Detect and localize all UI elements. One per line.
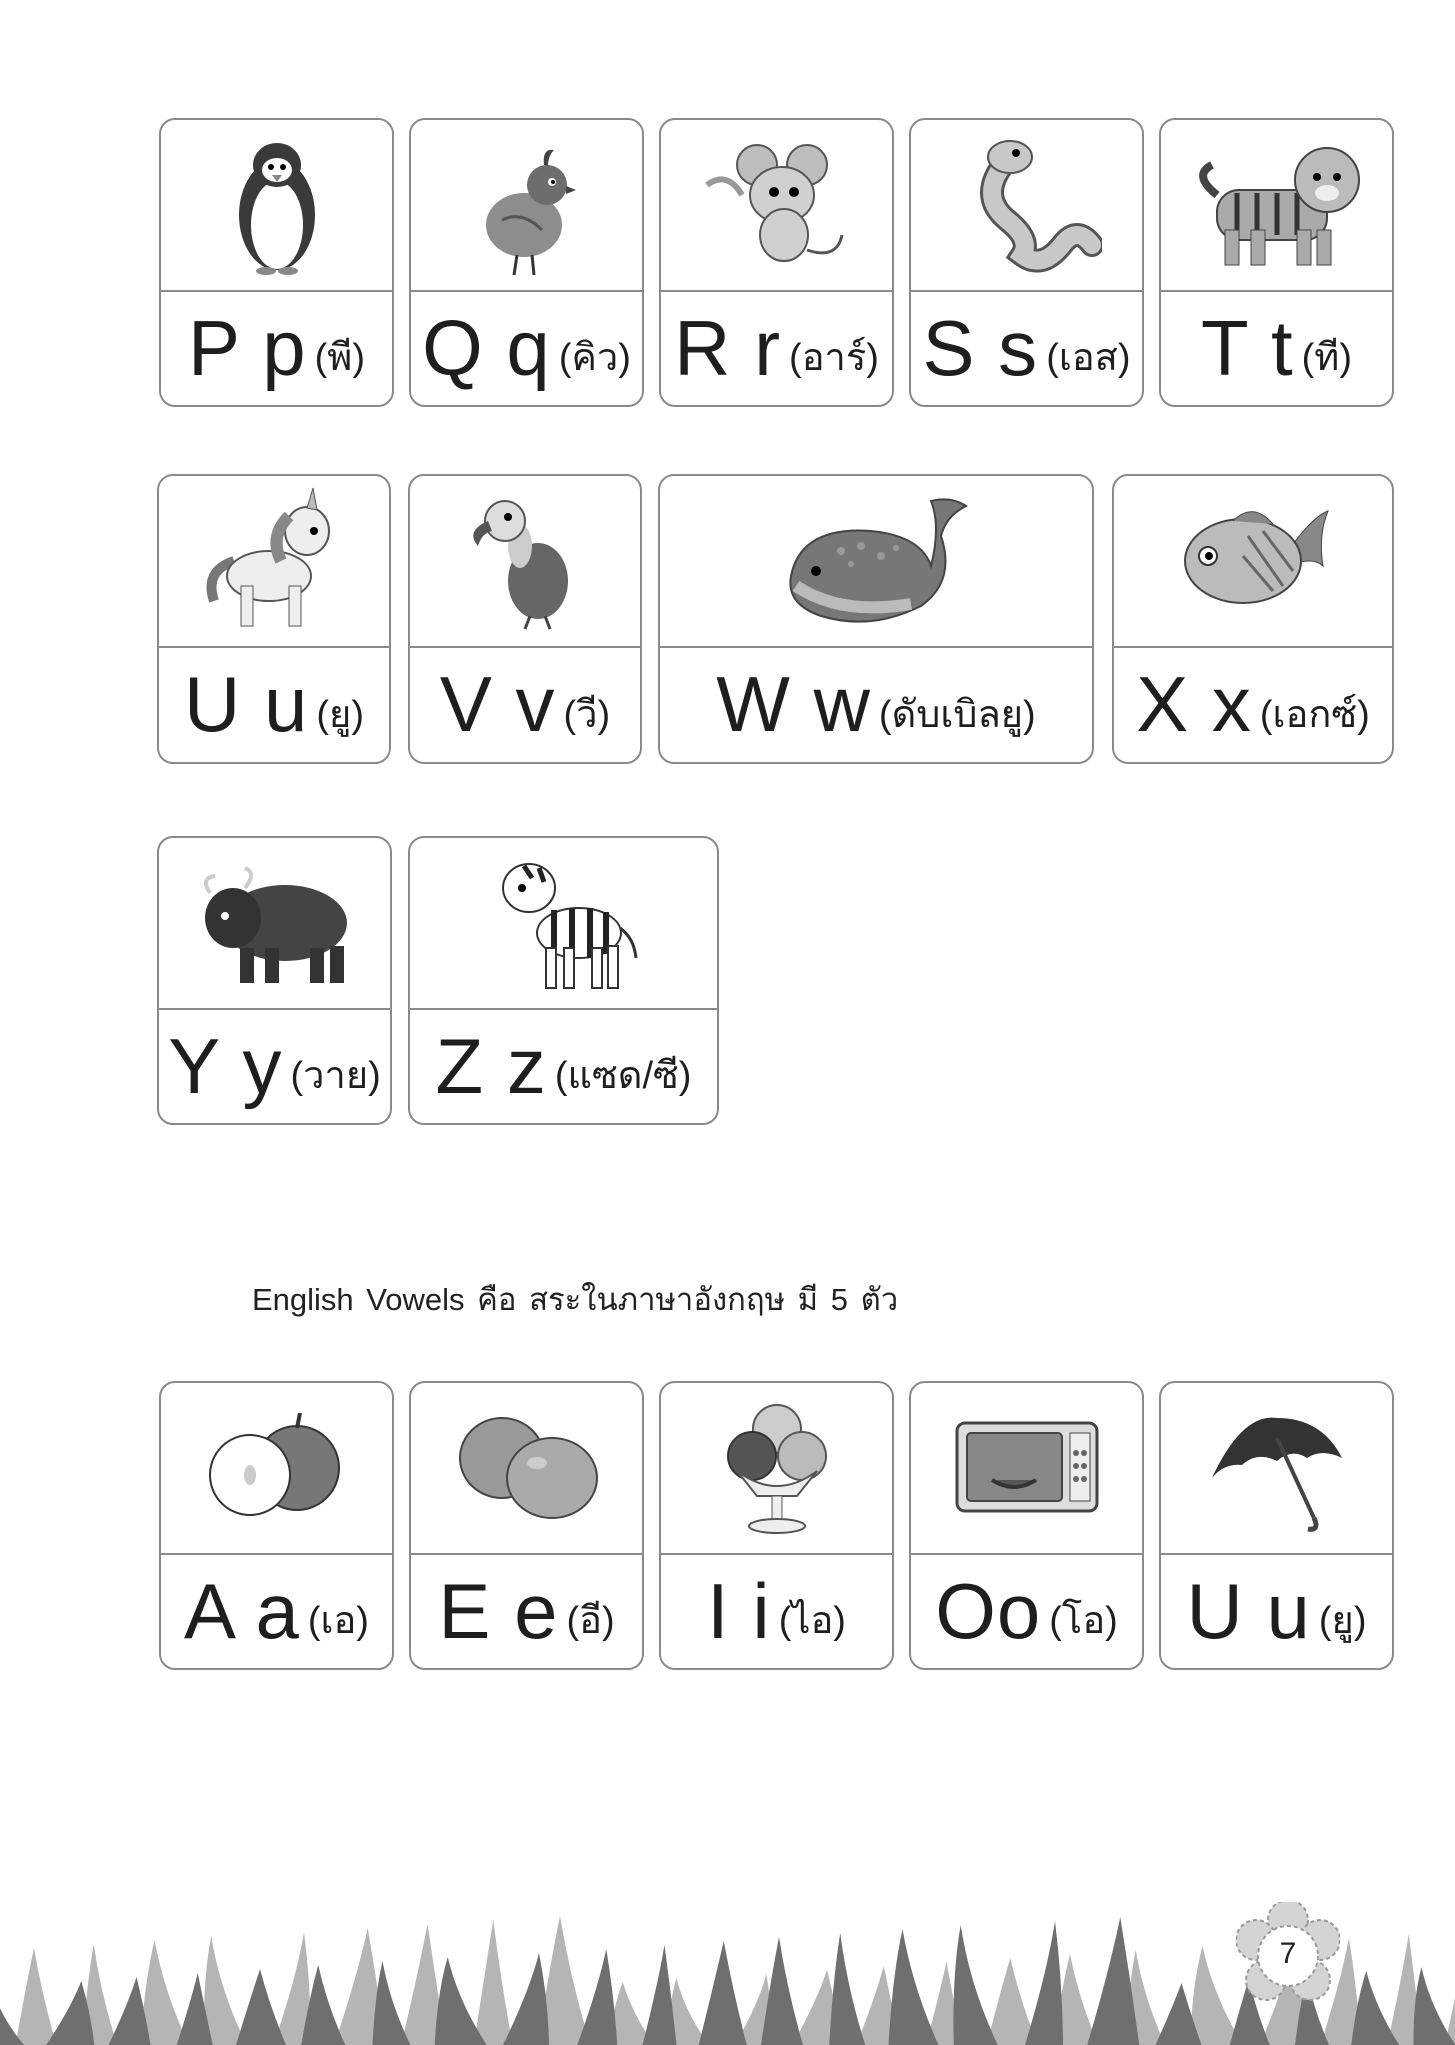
card-vowel-a <box>159 1381 394 1670</box>
grass-blade <box>236 1969 286 2045</box>
apple-picture <box>161 1383 392 1555</box>
letter-pair: Z z <box>435 1021 547 1110</box>
thai-reading: (อี) <box>566 1600 615 1642</box>
card-w <box>658 474 1094 764</box>
thai-reading: (ยู) <box>316 693 364 736</box>
card-u <box>157 474 391 764</box>
grass-blade <box>1025 1921 1063 2045</box>
card-v <box>408 474 642 764</box>
snake-picture <box>911 120 1142 292</box>
grass-blade <box>889 1929 939 2045</box>
tiger-picture <box>1161 120 1392 292</box>
zebra-picture <box>410 838 717 1010</box>
card-x <box>1112 474 1394 764</box>
letter-pair: U u <box>184 660 309 748</box>
umbrella-picture <box>1161 1383 1392 1555</box>
grass-blade <box>474 1920 513 2045</box>
fish-picture <box>1114 476 1392 648</box>
penguin-picture <box>161 120 392 292</box>
grass-blade <box>204 1936 247 2045</box>
grass-blade <box>829 1933 865 2045</box>
grass-blade <box>953 1925 997 2045</box>
letter-pair: T t <box>1201 303 1294 392</box>
letter-pair: I i <box>707 1566 771 1655</box>
letter-pair: U u <box>1186 1566 1311 1655</box>
grass-blade <box>577 1949 617 2045</box>
card-r <box>659 118 894 407</box>
thai-reading: (แซด/ซี) <box>554 1055 692 1097</box>
thai-reading: (ไอ) <box>778 1600 846 1642</box>
letter-pair: E e <box>438 1566 559 1655</box>
yak-picture <box>159 838 390 1010</box>
rat-picture <box>661 120 892 292</box>
grass-blade <box>699 1941 747 2045</box>
letter-pair: A a <box>184 1566 300 1655</box>
thai-reading: (เอส) <box>1046 337 1131 379</box>
card-vowel-i <box>659 1381 894 1670</box>
letter-pair: Oo <box>935 1566 1042 1655</box>
card-q <box>409 118 644 407</box>
vowels-intro-text: English Vowels คือ สระในภาษาอังกฤษ มี 5 ตัว <box>252 1282 899 1317</box>
letter-pair: P p <box>187 303 307 392</box>
thai-reading: (ที) <box>1301 337 1352 379</box>
letter-pair: W w <box>716 660 871 748</box>
thai-reading: (คิว) <box>558 337 631 379</box>
unicorn-picture <box>159 476 389 648</box>
thai-reading: (อาร์) <box>789 337 879 379</box>
letter-pair: Q q <box>422 303 551 392</box>
thai-reading: (โอ) <box>1049 1600 1118 1642</box>
grass-blade <box>1445 1930 1455 2045</box>
card-z <box>408 836 719 1125</box>
grass-blade <box>643 1945 677 2045</box>
grass-blade <box>1351 1971 1399 2045</box>
ice-cream-picture <box>661 1383 892 1555</box>
thai-reading: (พี) <box>314 337 366 379</box>
thai-reading: (วี) <box>563 693 611 736</box>
thai-reading: (เอ) <box>307 1600 369 1642</box>
egg-picture <box>411 1383 642 1555</box>
thai-reading: (ยู) <box>1318 1600 1367 1642</box>
page-number: 7 <box>1279 1937 1297 1970</box>
thai-reading: (วาย) <box>290 1055 381 1097</box>
letter-pair: X x <box>1136 660 1252 748</box>
card-y <box>157 836 392 1125</box>
vulture-picture <box>410 476 640 648</box>
card-p <box>159 118 394 407</box>
grass-blade <box>46 1981 94 2045</box>
grass-blade <box>503 1953 549 2045</box>
thai-reading: (เอกซ์) <box>1259 693 1370 736</box>
whale-picture <box>660 476 1092 648</box>
card-vowel-o <box>909 1381 1144 1670</box>
letter-pair: R r <box>674 303 782 392</box>
card-vowel-e <box>409 1381 644 1670</box>
card-s <box>909 118 1144 407</box>
letter-pair: S s <box>922 303 1039 392</box>
grass-blade <box>109 1977 151 2045</box>
letter-pair: Y y <box>168 1021 283 1110</box>
card-t <box>1159 118 1394 407</box>
grass-blade <box>16 1948 57 2045</box>
thai-reading: (ดับเบิลยู) <box>878 693 1036 736</box>
letter-pair: V v <box>439 660 556 748</box>
quail-picture <box>411 120 642 292</box>
card-vowel-u <box>1159 1381 1394 1670</box>
oven-picture <box>911 1383 1142 1555</box>
